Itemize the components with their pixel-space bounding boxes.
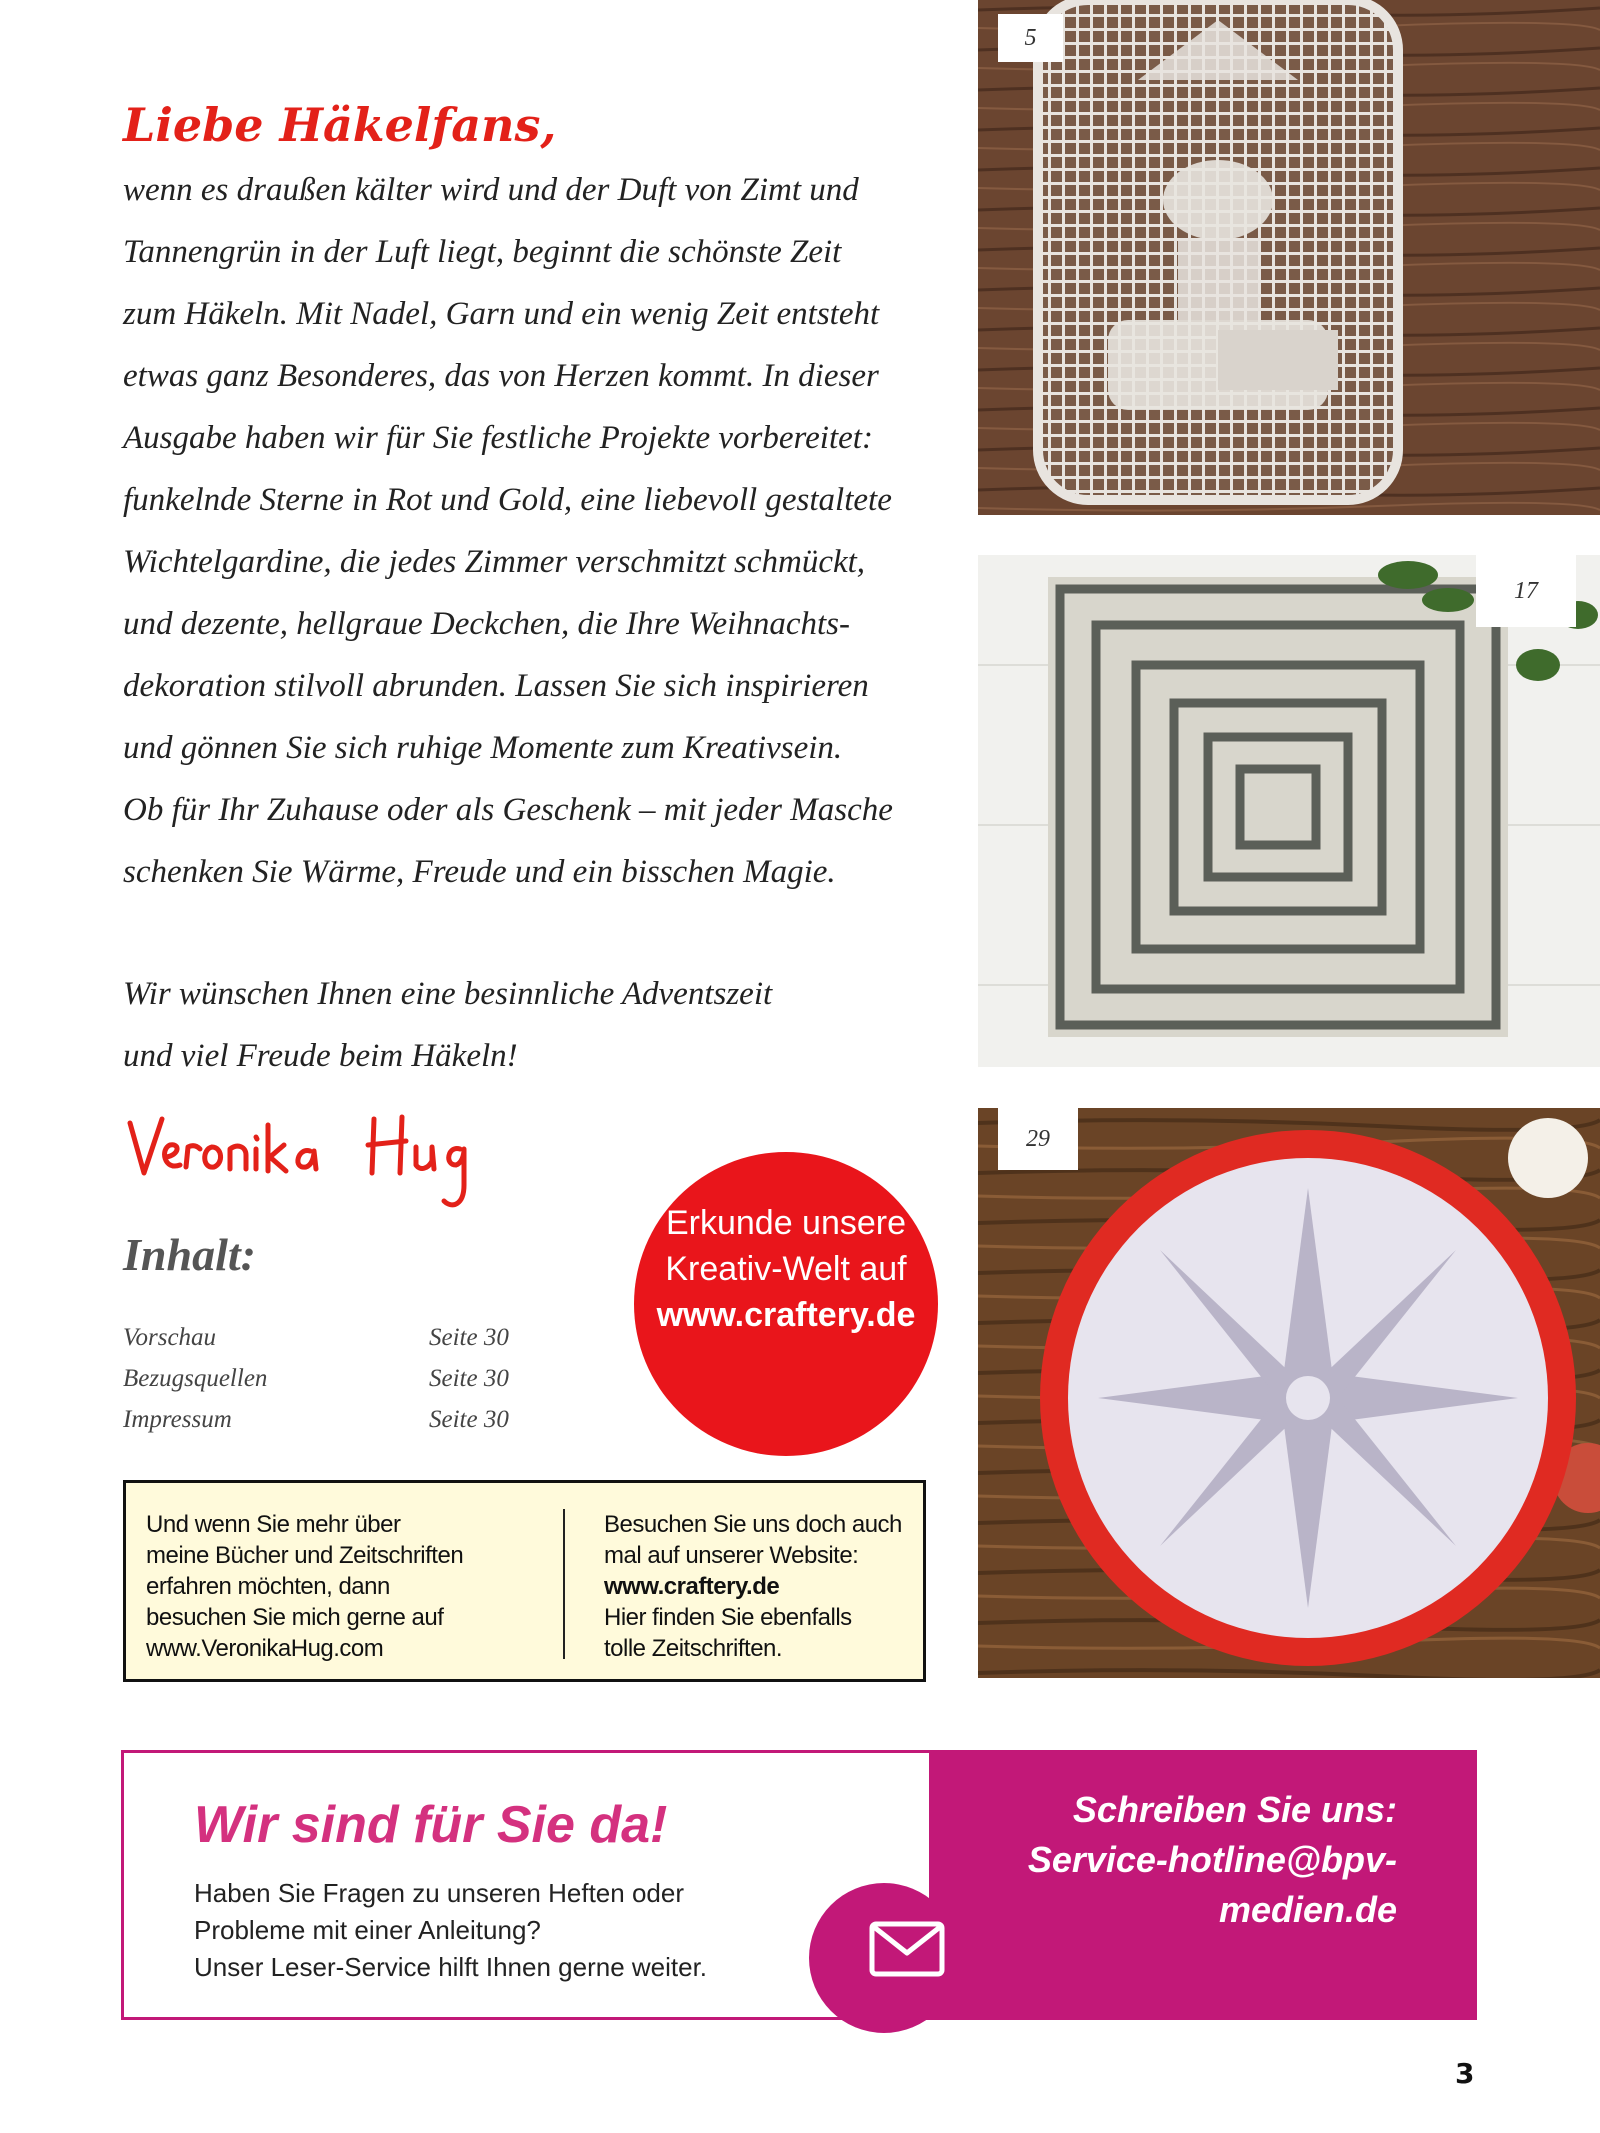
toc-page: Seite 30 (429, 1365, 509, 1392)
info-right-line: Besuchen Sie uns doch auch (604, 1511, 902, 1538)
page-ref-label: 29 (998, 1108, 1078, 1170)
intro-line: zum Häkeln. Mit Nadel, Garn und ein wenig Zeit entsteht (123, 296, 880, 332)
craftery-promo-badge[interactable] (634, 1152, 938, 1456)
closing-line: Wir wünschen Ihnen eine besinnliche Adventszeit (123, 976, 773, 1012)
info-left-line: erfahren möchten, dann (146, 1573, 390, 1600)
toc-row[interactable] (123, 1324, 523, 1358)
craftery-link[interactable]: www.craftery.de (604, 1573, 780, 1600)
intro-line: Tannengrün in der Luft liegt, beginnt die schönste Zeit (123, 234, 842, 270)
closing-line: und viel Freude beim Häkeln! (123, 1038, 518, 1074)
info-left-line: Und wenn Sie mehr über (146, 1511, 401, 1538)
promo-link[interactable]: www.craftery.de (656, 1296, 916, 1334)
intro-line: Ausgabe haben wir für Sie festliche Projekte vorbereitet: (123, 420, 873, 456)
service-title: Wir sind für Sie da! (194, 1796, 668, 1854)
intro-line: etwas ganz Besonderes, das von Herzen kommt. In dieser (123, 358, 879, 394)
intro-line: dekoration stilvoll abrunden. Lassen Sie sich inspirieren (123, 668, 869, 704)
intro-line: und gönnen Sie sich ruhige Momente zum Kreativsein. (123, 730, 843, 766)
toc-label: Impressum (123, 1406, 232, 1433)
toc-row[interactable] (123, 1406, 523, 1440)
service-email-link[interactable]: medien.de (1218, 1889, 1397, 1930)
info-left-line: meine Bücher und Zeitschriften (146, 1542, 464, 1569)
service-banner (121, 1750, 1477, 2020)
round-red-doily-image (978, 1108, 1600, 1678)
signature (122, 1105, 517, 1225)
service-line: Haben Sie Fragen zu unseren Heften oder (194, 1878, 684, 1908)
toc-label: Bezugsquellen (123, 1365, 268, 1392)
veronikahug-link[interactable]: www.VeronikaHug.com (146, 1635, 384, 1662)
intro-line: Wichtelgardine, die jedes Zimmer verschmitzt schmückt, (123, 544, 866, 580)
envelope-icon[interactable] (869, 1921, 945, 1977)
square-doily-image (978, 555, 1600, 1067)
promo-line: Erkunde unsere (665, 1204, 907, 1242)
service-text (194, 1875, 707, 1986)
service-line: Unser Leser-Service hilft Ihnen gerne weiter. (194, 1952, 708, 1982)
page-ref-label: 17 (1476, 555, 1576, 627)
promo-line: Kreativ-Welt auf (665, 1250, 907, 1288)
intro-line: schenken Sie Wärme, Freude und ein bisschen Magie. (123, 854, 836, 890)
service-line: Probleme mit einer Anleitung? (194, 1915, 541, 1945)
contact-line: Schreiben Sie uns: (1072, 1789, 1397, 1830)
intro-line: funkelnde Sterne in Rot und Gold, eine liebevoll gestaltete (123, 482, 892, 518)
page-number: 3 (1455, 2057, 1475, 2090)
info-right (604, 1509, 902, 1664)
info-right-line: Hier finden Sie ebenfalls (604, 1604, 852, 1631)
intro-line: wenn es draußen kälter wird und der Duft von Zimt und (123, 172, 859, 208)
info-box (123, 1480, 926, 1682)
greeting-heading: Liebe Häkelfans, (123, 98, 557, 152)
toc-page: Seite 30 (429, 1324, 509, 1351)
service-contact-text (1028, 1785, 1397, 1935)
intro-line: und dezente, hellgraue Deckchen, die Ihre Weihnachts- (123, 606, 850, 642)
info-right-line: tolle Zeitschriften. (604, 1635, 783, 1662)
contents-title: Inhalt: (123, 1229, 256, 1280)
filet-crochet-runner-image (978, 0, 1600, 515)
page-ref-label: 5 (998, 14, 1063, 62)
info-left (146, 1509, 463, 1664)
toc-row[interactable] (123, 1365, 523, 1399)
info-divider (563, 1509, 565, 1659)
info-right-line: mal auf unserer Website: (604, 1542, 859, 1569)
service-contact-panel (929, 1753, 1477, 2017)
toc-page: Seite 30 (429, 1406, 509, 1433)
intro-line: Ob für Ihr Zuhause oder als Geschenk – mit jeder Masche (123, 792, 893, 828)
toc-label: Vorschau (123, 1324, 217, 1351)
service-email-link[interactable]: Service-hotline@bpv- (1027, 1839, 1397, 1880)
info-left-line: besuchen Sie mich gerne auf (146, 1604, 444, 1631)
